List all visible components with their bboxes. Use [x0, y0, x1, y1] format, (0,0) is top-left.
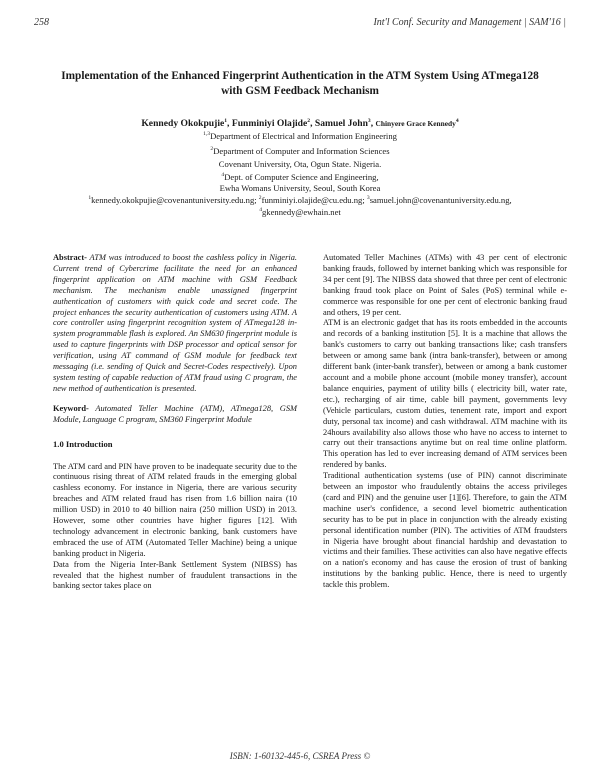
author-2: Funminiyi Olajide — [231, 118, 308, 129]
keywords — [53, 404, 297, 426]
affiliation-2-text: Department of Computer and Information Sciences — [213, 146, 390, 156]
affiliation-4-sup: 4 — [221, 172, 225, 179]
affiliation-2 — [40, 146, 560, 157]
running-header: Int'l Conf. Security and Management | SAM'16 | — [373, 17, 566, 28]
author-3-sup: 3 — [367, 117, 371, 124]
abstract — [53, 253, 297, 395]
author-3: Samuel John — [314, 118, 368, 129]
paper-title — [50, 69, 550, 99]
affiliation-2-sup: 2 — [210, 146, 214, 153]
author-1: Kennedy Okokpujie — [141, 118, 225, 129]
page-number: 258 — [34, 17, 49, 28]
intro-paragraph-1: The ATM card and PIN have proven to be inadequate security due to the continuous rising threat of ATM related frauds in the emerging global cashless economy. For instance in Nigeria, there are various security breaches and ATM related fraud has risen from 1.6 billion naira (10 million USD) in 2010 to 40 billion naira (250 million USD) in 2013. However, some other countries have higher figures [12]. With technology advancement in electronic banking, bank customers have embraced the use of ATM (Automated Teller Machine) being a unique banking product in Nigeria. — [53, 461, 297, 558]
section-heading-introduction: 1.0 Introduction — [53, 438, 113, 449]
affiliation-1-text: Department of Electrical and Information Engineering — [210, 131, 397, 141]
right-paragraph-2: ATM is an electronic gadget that has its roots embedded in the accounts and records of a banking institution [5]. It is a machine that allows the bank's customers to carry out banking transactions like; cash transfers between or among same bank (intra bank-transfer), between or among different bank (inter-bank transfer), between or among a bank customer account and a mobile phone account (mobile money transfer), account balance enquiries, payment of utility bills ( electricity bill, water rate, etc.), recharging of air time, cable bill payment, governments levy (Vehicle particulars, custom duties, tenement rate, import and export duty, personal tax income) and cash withdrawal. ATM machine with its 24hours availability also allows those who have no access to internet to carry out their transactions anytime but on real time online platform. This operation has led to ever increasing demand of ATM services been rendered by banks. — [323, 318, 567, 470]
email-2: funminiyi.olajide@cu.edu.ng; — [261, 195, 365, 205]
affiliation-5: Ewha Womans University, Seoul, South Korea — [219, 183, 381, 193]
left-column — [53, 253, 297, 592]
email-3: samuel.john@covenantuniversity.edu.ng, — [369, 195, 512, 205]
intro-paragraph-2: Data from the Nigeria Inter-Bank Settlement System (NIBSS) has revealed that the highest number of fraudulent transactions in the banking sector takes place on — [53, 559, 297, 591]
affiliation-1 — [40, 131, 560, 142]
email-line-1 — [30, 195, 570, 206]
right-column — [323, 253, 567, 591]
author-list: Kennedy Okokpujie$^1$, Funminiyi Olajide$^2$, Samuel John$^3$, Chinyere Grace Kennedy$^4$ — [141, 117, 459, 129]
abstract-label: Abstract- — [53, 253, 87, 262]
keywords-label: Keyword- — [53, 403, 89, 413]
keywords-text: Automated Teller Machine (ATM), ATmega128, GSM Module, Language C program, SM360 Fingerprint Module — [53, 403, 297, 424]
email-2-sup: 2 — [258, 195, 262, 202]
email-line-2 — [40, 207, 560, 218]
author-1-sup: 1 — [224, 117, 228, 124]
title-line-1: Implementation of the Enhanced Fingerprint Authentication in the ATM System Using ATmega128 — [61, 70, 539, 82]
email-1: kennedy.okokpujie@covenantuniversity.edu.ng; — [91, 195, 257, 205]
email-1-sup: 1 — [88, 195, 92, 202]
author-4-sup: 4 — [455, 117, 459, 124]
author-4: Chinyere Grace Kennedy — [375, 119, 456, 128]
affiliation-3: Covenant University, Ota, Ogun State. Nigeria. — [218, 159, 382, 169]
abstract-text: ATM was introduced to boost the cashless policy in Nigeria. Current trend of Cybercrime facilitate the need for an enhanced fingerprint application on ATM machine with GSM Feedback mechanism. The mechanism enable unassigned fingerprint authentication of customers with quick code and secret code. The project enhances the security authentication of customers using ATM. A core controller using fingerprint recognition system of ATmega128 in-system programmable flash is explored. An SM630 fingerprint module is used to capture fingerprints with DSP processor and optical sensor for verification, using AT command of GSM module for feedback text messaging (i.e. sending of Quick and Secret-Codes respectively). Upon system testing of capable reduction of ATM fraud using C program, the new method of authentication is presented. — [53, 253, 297, 393]
page-footer: ISBN: 1-60132-445-6, CSREA Press © — [229, 751, 371, 761]
title-line-2: with GSM Feedback Mechanism — [221, 85, 379, 97]
affiliation-4-text: Dept. of Computer Science and Engineering, — [224, 172, 379, 182]
affiliation-4 — [40, 172, 560, 183]
right-paragraph-3: Traditional authentication systems (use of PIN) cannot discriminate between an impostor who fraudulently obtains the access privileges (card and PIN) and the genuine user [1][6]. Therefore, to gain the ATM machine user's confidence, a second level biometric authentication security has to be put in place in conjunction with the already existing personal identification number (PIN). The activities of ATM fraudsters in Nigeria have brought about financial hardship and devastation to victims and their families. These activities can also have negative effects on a nation's economy and has cause the erosion of trust of banking institutions by the banking public. Hence, there is need to urgently tackle this problem. — [323, 471, 567, 590]
email-4: gkennedy@ewhain.net — [262, 207, 341, 217]
author-2-sup: 2 — [307, 117, 311, 124]
right-paragraph-1: Automated Teller Machines (ATMs) with 43 per cent of electronic banking frauds, followed by internet banking which was responsible for 34 per cent [9]. The NIBSS data showed that three per cent of electronic banking fraud took place on Point of Sales (PoS) terminal while e-commerce was responsible for one per cent of electronic banking fraud and others, 19 per cent. — [323, 253, 567, 317]
email-3-sup: 3 — [366, 195, 370, 202]
email-4-sup: 4 — [259, 207, 262, 214]
affiliation-1-sup: 1,3 — [203, 131, 211, 138]
